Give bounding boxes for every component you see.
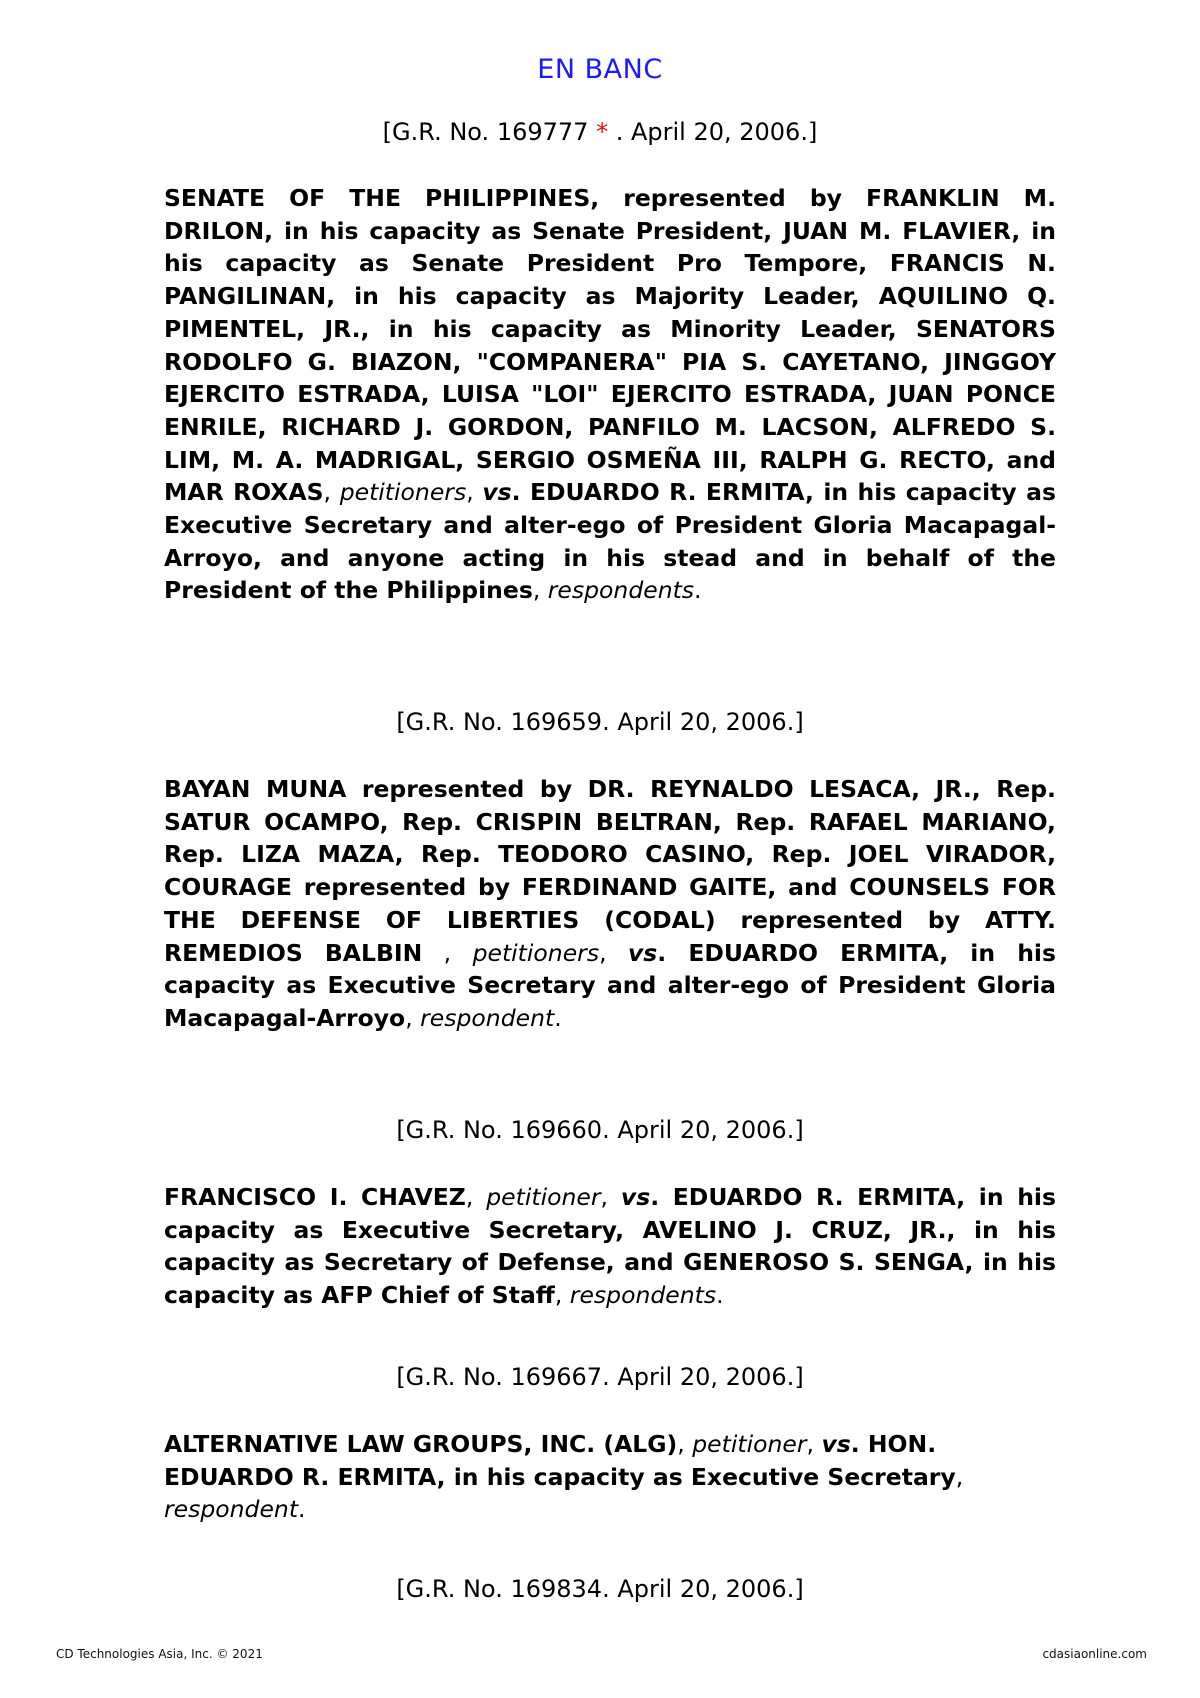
case-caption [164,773,1056,1035]
respondent-role: respondents [569,1281,717,1310]
separator: . [554,1003,562,1032]
versus-label: vs [821,1430,851,1458]
case-number: [G.R. No. 169660. April 20, 2006.] [396,1116,804,1144]
division-heading: EN BANC [537,54,663,85]
separator: , [554,1281,570,1310]
case-caption [164,1181,1056,1312]
separator: , [532,576,548,605]
footnote-asterisk-link[interactable]: * [588,118,616,146]
petitioner-role: petitioners [472,938,600,967]
case-caption [164,1428,1056,1526]
respondents-text: . HON. EDUARDO R. ERMITA, in his capacity as Executive Secretary [164,1430,956,1491]
case-date: . April 20, 2006.] [615,118,818,146]
case-number: [G.R. No. 169834. April 20, 2006.] [396,1575,804,1603]
separator: , [599,938,628,967]
respondent-role: respondent [420,1003,555,1032]
separator: . [694,576,702,605]
separator: , [955,1462,964,1491]
petitioner-role: petitioners [339,478,467,507]
respondents-text: . EDUARDO R. ERMITA, in his capacity as Executive Secretary, AVELINO J. CRUZ, JR., in his capacity as Secretary of Defense, and GENEROSO S. SENGA, in his capacity as AFP Chief of Staff [164,1183,1056,1310]
petitioners-text: SENATE OF THE PHILIPPINES, represented by FRANKLIN M. DRILON, in his capacity as Senate President, JUAN M. FLAVIER, in his capacity as Senate President Pro Tempore, FRANCIS N. PANGILINAN, in his capacity as Majority Leader, AQUILINO Q. PIMENTEL, JR., in his capacity as Minority Leader, SENATORS RODOLFO G. BIAZON, "COMPANERA" PIA S. CAYETANO, JINGGOY EJERCITO ESTRADA, LUISA "LOI" EJERCITO ESTRADA, JUAN PONCE ENRILE, RICHARD J. GORDON, PANFILO M. LACSON, ALFREDO S. LIM, M. A. MADRIGAL, SERGIO OSMEÑA III, RALPH G. RECTO, and MAR ROXAS [164,184,1056,507]
case-number [0,118,1200,146]
separator: , [323,478,340,507]
footer-website-link[interactable]: cdasiaonline.com [1042,1647,1147,1661]
petitioners-text: BAYAN MUNA represented by DR. REYNALDO LESACA, JR., Rep. SATUR OCAMPO, Rep. CRISPIN BELTRAN, Rep. RAFAEL MARIANO, Rep. LIZA MAZA, Rep. TEODORO CASINO, Rep. JOEL VIRADOR, COURAGE represented by FERDINAND GAITE, and COUNSELS FOR THE DEFENSE OF LIBERTIES (CODAL) represented by ATTY. REMEDIOS BALBIN [164,775,1056,967]
separator: , [405,1003,421,1032]
separator: , [677,1430,693,1458]
petitioners-text: ALTERNATIVE LAW GROUPS, INC. (ALG) [164,1430,678,1458]
separator: , [600,1183,621,1211]
separator: , [422,938,473,967]
respondents-text: . EDUARDO R. ERMITA, in his capacity as Executive Secretary and alter-ego of President Gloria Macapagal-Arroyo, and anyone acting in his stead and in behalf of the President of the Philippines [164,478,1056,605]
case-caption [164,182,1056,607]
case-number-text: [G.R. No. 169777 [382,118,589,146]
separator: . [298,1495,306,1524]
respondents-text: . EDUARDO ERMITA, in his capacity as Executive Secretary and alter-ego of President Gloria Macapagal-Arroyo [164,938,1056,1032]
separator: , [465,1183,487,1211]
respondent-role: respondents [547,576,695,605]
petitioner-role: petitioner [486,1183,601,1211]
petitioners-text: FRANCISCO I. CHAVEZ [164,1183,466,1211]
respondent-role: respondent [164,1495,299,1524]
versus-label: vs [620,1183,651,1211]
separator: , [466,478,483,507]
footer-copyright: CD Technologies Asia, Inc. © 2021 [56,1647,263,1661]
petitioner-role: petitioner [692,1430,807,1458]
versus-label: vs [627,938,658,967]
versus-label: vs [482,478,512,507]
case-number: [G.R. No. 169659. April 20, 2006.] [396,708,804,736]
separator: , [806,1430,822,1458]
case-number: [G.R. No. 169667. April 20, 2006.] [396,1363,804,1391]
separator: . [716,1281,724,1310]
